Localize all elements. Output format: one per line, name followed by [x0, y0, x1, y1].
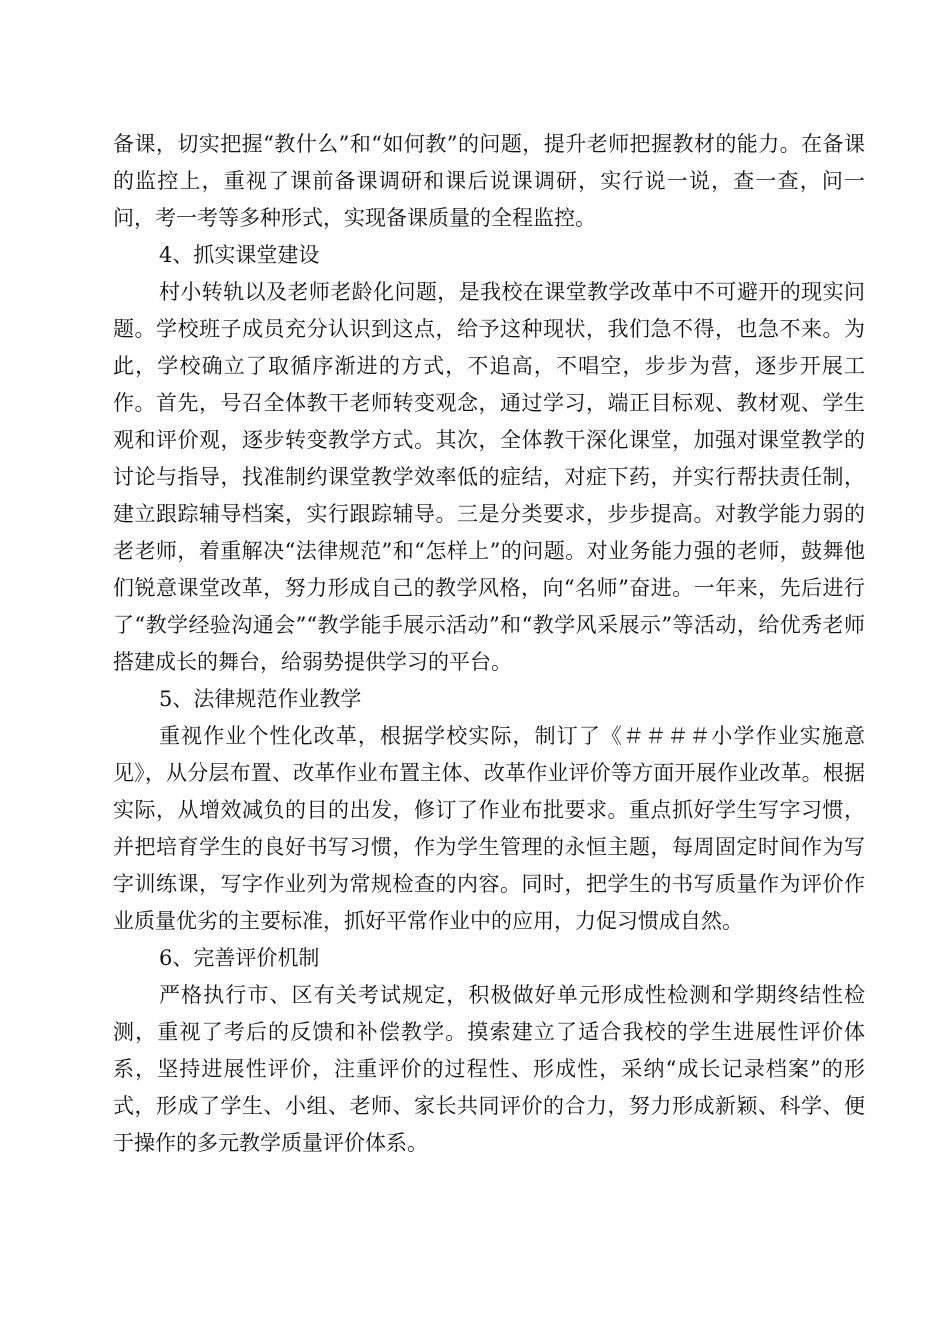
paragraph-lesson-prep: 备课，切实把握“教什么”和“如何教”的问题，提升老师把握教材的能力。在备课的监控上，重视了课前备课调研和课后说课调研，实行说一说，查一查，问一问，考一考等多种形式，实现备课质量的全程监控。 [113, 132, 865, 230]
heading-classroom-construction: 4、抓实课堂建设 [159, 243, 320, 267]
paragraph-evaluation-mechanism: 严格执行市、区有关考试规定，积极做好单元形成性检测和学期终结性检测，重视了考后的反馈和补偿教学。摸索建立了适合我校的学生进展性评价体系，坚持进展性评价，注重评价的过程性、形成性，采纳“成长记录档案”的形式，形成了学生、小组、老师、家长共同评价的合力，努力形成新颖、科学、便于操作的多元教学质量评价体系。 [113, 983, 865, 1155]
document-page [113, 126, 865, 1162]
heading-homework-teaching: 5、法律规范作业教学 [159, 687, 362, 711]
paragraph-homework-teaching: 重视作业个性化改革，根据学校实际，制订了《＃＃＃＃小学作业实施意见》，从分层布置、改革作业布置主体、改革作业评价等方面开展作业改革。根据实际，从增效减负的目的出发，修订了作业布批要求。重点抓好学生写字习惯，并把培育学生的良好书写习惯，作为学生管理的永恒主题，每周固定时间作为写字训练课，写字作业列为常规检查的内容。同时，把学生的书写质量作为评价作业质量优劣的主要标准，抓好平常作业中的应用，力促习惯成自然。 [113, 724, 865, 933]
heading-evaluation-mechanism: 6、完善评价机制 [159, 946, 320, 970]
paragraph-classroom-construction: 村小转轨以及老师老龄化问题，是我校在课堂教学改革中不可避开的现实问题。学校班子成员充分认识到这点，给予这种现状，我们急不得，也急不来。为此，学校确立了取循序渐进的方式，不追高，不唱空，步步为营，逐步开展工作。首先，号召全体教干老师转变观念，通过学习，端正目标观、教材观、学生观和评价观，逐步转变教学方式。其次，全体教干深化课堂，加强对课堂教学的讨论与指导，找准制约课堂教学效率低的症结，对症下药，并实行帮扶责任制，建立跟踪辅导档案，实行跟踪辅导。三是分类要求，步步提高。对教学能力弱的老老师，着重解决“法律规范”和“怎样上”的问题。对业务能力强的老师，鼓舞他们锐意课堂改革，努力形成自己的教学风格，向“名师”奋进。一年来，先后进行了“教学经验沟通会”“教学能手展示活动”和“教学风采展示”等活动，给优秀老师搭建成长的舞台，给弱势提供学习的平台。 [113, 280, 865, 674]
